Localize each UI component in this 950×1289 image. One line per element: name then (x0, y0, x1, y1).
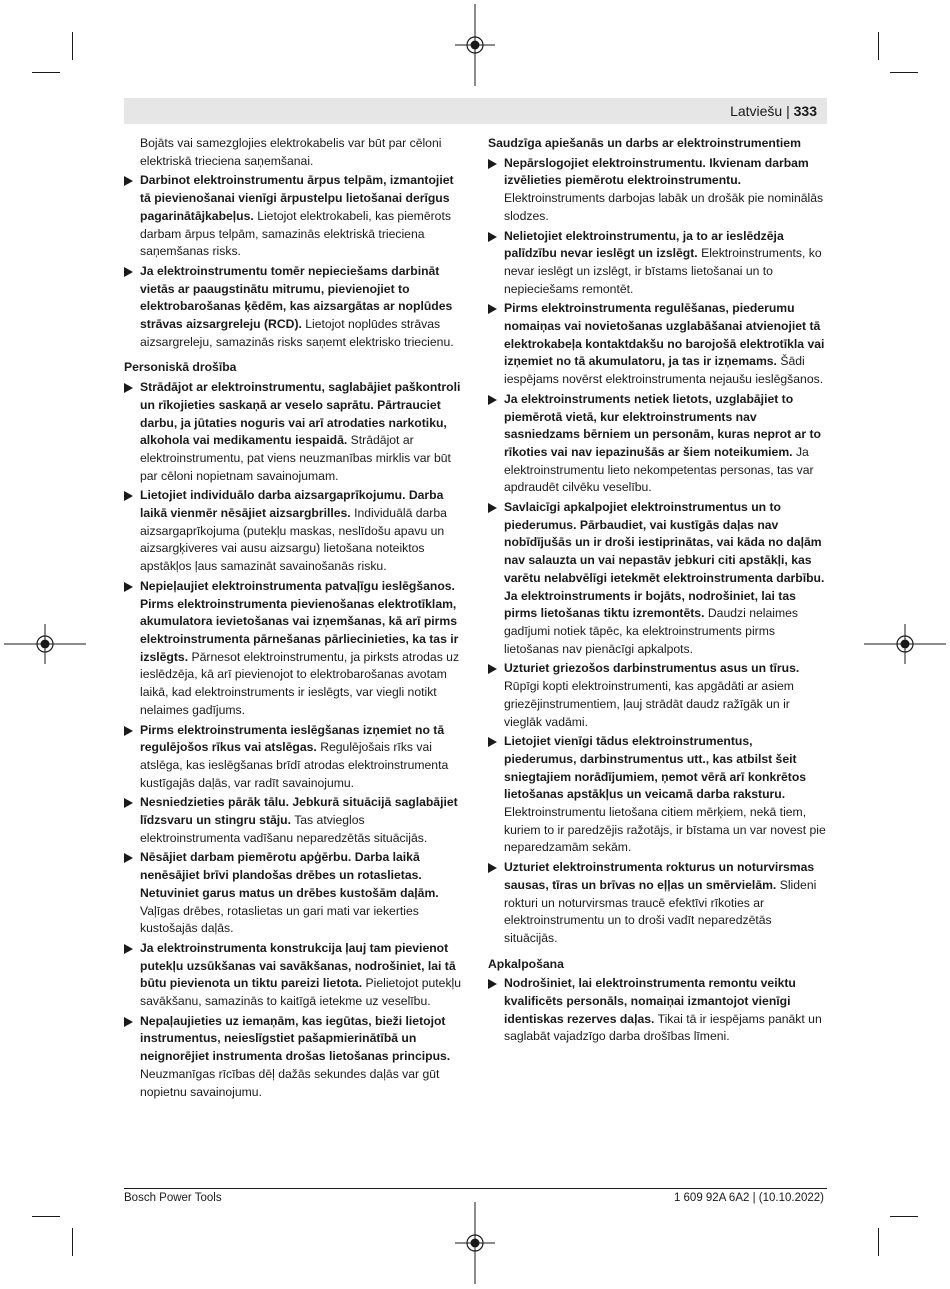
triangle-bullet-icon (124, 853, 133, 863)
bullet-bold-text: Darbinot elektroinstrumentu ārpus telpām, izmantojiet tā pievienošanai vienīgi ārpustelpu lietošanai derīgus pagarinātājkabeļus. (140, 173, 454, 223)
bullet-item (124, 379, 464, 485)
crop-mark (890, 72, 918, 73)
bullet-body-text: Strādājot ar elektroinstrumentu, pat viens neuzmanības mirklis var būt par cēloni nopietnam savainojumam. (140, 433, 451, 483)
bullet-item (124, 940, 464, 1011)
triangle-bullet-icon (488, 304, 497, 314)
bullet-body-text: Lietojot elektrokabeli, kas piemērots darbam ārpus telpām, samazinās elektriskā trieciena saņemšanas risks. (140, 208, 451, 259)
triangle-bullet-icon (488, 232, 497, 242)
bullet-bold-text: Nēsājiet darbam piemērotu apģērbu. Darba laikā nenēsājiet brīvi plandošas drēbes un rotaslietas. Netuviniet garus matus un drēbes kustošām daļām. (140, 850, 439, 900)
crop-mark (32, 1216, 60, 1217)
bullet-body-text: Individuālā darba aizsargaprīkojuma (putekļu maskas, neslīdošu apavu un aizsargķiveres vai ausu aizsargu) lietošana noteiktos apstākļos ļaus samazināt savainošanās risku. (140, 506, 447, 574)
triangle-bullet-icon (488, 503, 497, 513)
bullet-body-text: Tas atvieglos elektroinstrumenta vadīšanu neparedzētās situācijās. (140, 813, 428, 845)
bullet-body-text: Daudzi nelaimes gadījumi notiek tāpēc, ka elektroinstruments pirms lietošanas nav pienācīgi apkalpots. (504, 606, 798, 656)
triangle-bullet-icon (488, 863, 497, 873)
triangle-bullet-icon (124, 1017, 133, 1027)
bullet-item (488, 155, 828, 226)
triangle-bullet-icon (488, 159, 497, 169)
header-language: Latviešu (730, 103, 783, 119)
bullet-bold-text: Nepaļaujieties uz iemaņām, kas iegūtas, bieži lietojot instrumentus, neieslīgstiet pašapmierinātībā un neignorējiet instrumenta drošas lietošanas principus. (140, 1013, 451, 1064)
crop-mark (890, 1216, 918, 1217)
triangle-bullet-icon (488, 664, 497, 674)
footer-divider (124, 1188, 827, 1189)
bullet-body-text: Vaļīgas drēbes, rotaslietas un gari mati var iekerties kustošajās daļās. (140, 903, 419, 936)
bullet-item (124, 578, 464, 720)
bullet-bold-text: Nepieļaujiet elektroinstrumenta patvaļīgu ieslēgšanos. Pirms elektroinstrumenta pievienošanas elektrotīklam, akumulatora ievietošanas vai izņemšanas, kā arī pirms elektroinstrumenta pārnešanas pārliecinieties, ka tas ir izslēgts. (140, 578, 459, 664)
crop-mark (72, 32, 73, 60)
bullet-bold-text: Nelietojiet elektroinstrumentu, ja to ar ieslēdzēja palīdzību nevar ieslēgt un izslēgt. (504, 228, 784, 261)
page-header (124, 98, 827, 124)
bullet-bold-text: Strādājot ar elektroinstrumentu, saglabājiet paškontroli un rīkojieties saskaņā ar veselo saprātu. Pārtrauciet darbu, ja jūtaties noguris vai arī atrodaties narkotiku, alkohola vai medikamentu iespaidā. (140, 380, 461, 448)
bullet-item (488, 300, 828, 389)
bullet-bold-text: Lietojiet vienīgi tādus elektroinstrumentus, piederumus, darbinstrumentus utt., kas atbilst šeit sniegtajiem norādījumiem, ņemot vērā arī konkrētos lietošanas apstākļus un veicamā darba raksturu. (504, 734, 807, 802)
crop-mark (32, 72, 60, 73)
registration-mark-icon (455, 4, 495, 86)
bullet-bold-text: Ja elektroinstruments netiek lietots, uzglabājiet to piemērotā vietā, kur elektroinstruments nav sasniedzams bērniem un personām, kuras neprot ar to rīkoties vai nav iepazinušās ar šiem noteikumiem. (504, 391, 821, 459)
bullet-body-text: Šādi iespējams novērst elektroinstrumenta nejaušu ieslēgšanos. (504, 354, 824, 387)
crop-mark (878, 32, 879, 60)
bullet-bold-text: Lietojiet individuālo darba aizsargaprīkojumu. Darba laikā vienmēr nēsājiet aizsargbrilles. (140, 488, 444, 521)
bullet-body-text: Regulējošais rīks vai atslēga, kas ieslēgšanas brīdī atrodas elektroinstrumenta kustīgajās daļās, var radīt savainojumu. (140, 740, 449, 790)
bullet-item (124, 794, 464, 847)
bullet-body-text: Elektroinstruments darbojas labāk un drošāk pie nominālās slodzes. (504, 191, 824, 223)
triangle-bullet-icon (488, 395, 497, 405)
triangle-bullet-icon (124, 726, 133, 736)
bullet-body-text: Elektroinstruments, ko nevar ieslēgt un izslēgt, ir bīstams lietošanai un to nepieciešams remontēt. (504, 246, 822, 296)
bullet-bold-text: Nepārslogojiet elektroinstrumentu. Ikvienam darbam izvēlieties piemērotu elektroinstrumentu. (504, 155, 809, 188)
bullet-body-text: Pielietojot putekļu savākšanu, samazinās to kaitīgā ietekme uz veselību. (140, 976, 462, 1009)
bullet-bold-text: Ja elektroinstrumenta konstrukcija ļauj tam pievienot putekļu uzsūkšanas vai savākšanas, nodrošiniet, lai tā būtu pievienota un tiktu pareizi lietota. (140, 940, 456, 991)
bullet-item (488, 391, 828, 497)
bullet-item (124, 849, 464, 938)
header-separator: | (786, 103, 790, 119)
triangle-bullet-icon (124, 798, 133, 808)
registration-mark-icon (864, 624, 946, 664)
triangle-bullet-icon (488, 979, 497, 989)
bullet-bold-text: Pirms elektroinstrumenta regulēšanas, piederumu nomaiņas vai novietošanas uzglabāšanai atvienojiet tā elektrokabeļa kontaktdakšu no barojošā elektrotīkla vai izņemiet no tā akumulatoru, ja tas ir izņemams. (504, 301, 825, 369)
bullet-item (488, 228, 828, 299)
bullet-body-text: Neuzmanīgas rīcības dēļ dažās sekundes daļās var gūt nopietnu savainojumu. (140, 1066, 440, 1099)
bullet-item (124, 487, 464, 576)
bullet-bold-text: Nesniedzieties pārāk tālu. Jebkurā situācijā saglabājiet līdzsvaru un stingru stāju. (140, 795, 458, 828)
footer-brand: Bosch Power Tools (124, 1192, 222, 1204)
section-heading: Saudzīga apiešanās un darbs ar elektroinstrumentiem (488, 136, 801, 150)
registration-mark-icon (4, 624, 86, 664)
bullet-body-text: Lietojot noplūdes strāvas aizsargreleju, samazinās risks saņemt elektrisko triecienu. (140, 317, 454, 349)
crop-mark (878, 1228, 879, 1256)
bullet-body-text: Ja elektroinstrumentu lieto nekompetentas personas, tas var apdraudēt cilvēku veselību. (504, 444, 814, 495)
triangle-bullet-icon (488, 737, 497, 747)
section-heading: Apkalpošana (488, 956, 564, 971)
header-text (730, 102, 817, 120)
bullet-item (488, 499, 828, 658)
bullet-bold-text: Nodrošiniet, lai elektroinstrumenta remontu veiktu kvalificēts personāls, nomaiņai izmantojot vienīgi identiskas rezerves daļas. (504, 976, 796, 1026)
bullet-body-text: Pārnesot elektroinstrumentu, ja pirksts atrodas uz ieslēdzēja, kā arī pievienojot to elektrobarošanas avotam laikā, kad elektroinstruments ir ieslēgts, var viegli notikt nelaimes gadījums. (140, 649, 460, 717)
bullet-bold-text: Uzturiet griezošos darbinstrumentus asus un tīrus. (504, 661, 800, 676)
bullet-bold-text: Pirms elektroinstrumenta ieslēgšanas izņemiet no tā regulējošos rīkus vai atslēgas. (140, 722, 445, 755)
section-heading: Personiskā drošība (124, 360, 237, 375)
bullet-bold-text: Uzturiet elektroinstrumenta rokturus un noturvirsmas sausas, tīras un brīvas no eļļas un smērvielām. (504, 860, 815, 892)
bullet-item (124, 722, 464, 793)
triangle-bullet-icon (124, 491, 133, 501)
bullet-item (124, 263, 464, 352)
triangle-bullet-icon (124, 944, 133, 954)
footer-doc-ref: 1 609 92A 6A2 | (10.10.2022) (673, 1192, 824, 1204)
bullet-body-text: Tikai tā ir iespējams panākt un saglabāt vajadzīgo darba drošības līmeni. (504, 1011, 822, 1044)
crop-mark (72, 1228, 73, 1256)
bullet-item (488, 733, 828, 857)
triangle-bullet-icon (124, 582, 133, 592)
bullet-item (488, 859, 828, 948)
triangle-bullet-icon (124, 383, 133, 393)
registration-mark-icon (455, 1202, 495, 1284)
bullet-item (124, 1013, 464, 1102)
bullet-body-text: Slideni rokturi un noturvirsmas traucē efektīvi rīkoties ar elektroinstrumentu un to droši vadīt neparedzētās situācijās. (504, 877, 817, 945)
bullet-bold-text: Savlaicīgi apkalpojiet elektroinstrumentus un to piederumus. Pārbaudiet, vai kustīgās daļas nav nobīdījušās un ir droši iestiprinātas, vai kāda no daļām nav salauzta un vai nepastāv jebkuri citi apstākļi, kas varētu nelabvēlīgi ietekmēt elektroinstrumenta darbību. Ja elektroinstruments ir bojāts, nodrošiniet, lai tas pirms lietošanas tiktu izremontēts. (504, 500, 825, 621)
paragraph: Bojāts vai samezglojies elektrokabelis var būt par cēloni elektriskā trieciena saņemšanai. (140, 136, 442, 168)
right-column (488, 135, 828, 1048)
bullet-body-text: Rūpīgi kopti elektroinstrumenti, kas apgādāti ar asiem griezējinstrumentiem, ļauj strādāt daudz ražīgāk un ir vieglāk vadāmi. (504, 679, 794, 729)
bullet-item (488, 660, 828, 731)
triangle-bullet-icon (124, 176, 133, 186)
bullet-item (488, 975, 828, 1046)
triangle-bullet-icon (124, 267, 133, 277)
bullet-item (124, 172, 464, 261)
bullet-bold-text: Ja elektroinstrumentu tomēr nepieciešams darbināt vietās ar paaugstinātu mitrumu, pievienojiet to elektrobarošanas ķēdēm, kas aizsargātas ar noplūdes strāvas aizsargreleju (RCD). (140, 263, 453, 332)
left-column (124, 135, 464, 1103)
page-number: 333 (793, 103, 817, 119)
bullet-body-text: Elektroinstrumentu lietošana citiem mērķiem, nekā tiem, kuriem to ir paredzējis ražotājs, ir bīstama un var novest pie neparedzamām sekām. (504, 805, 826, 855)
